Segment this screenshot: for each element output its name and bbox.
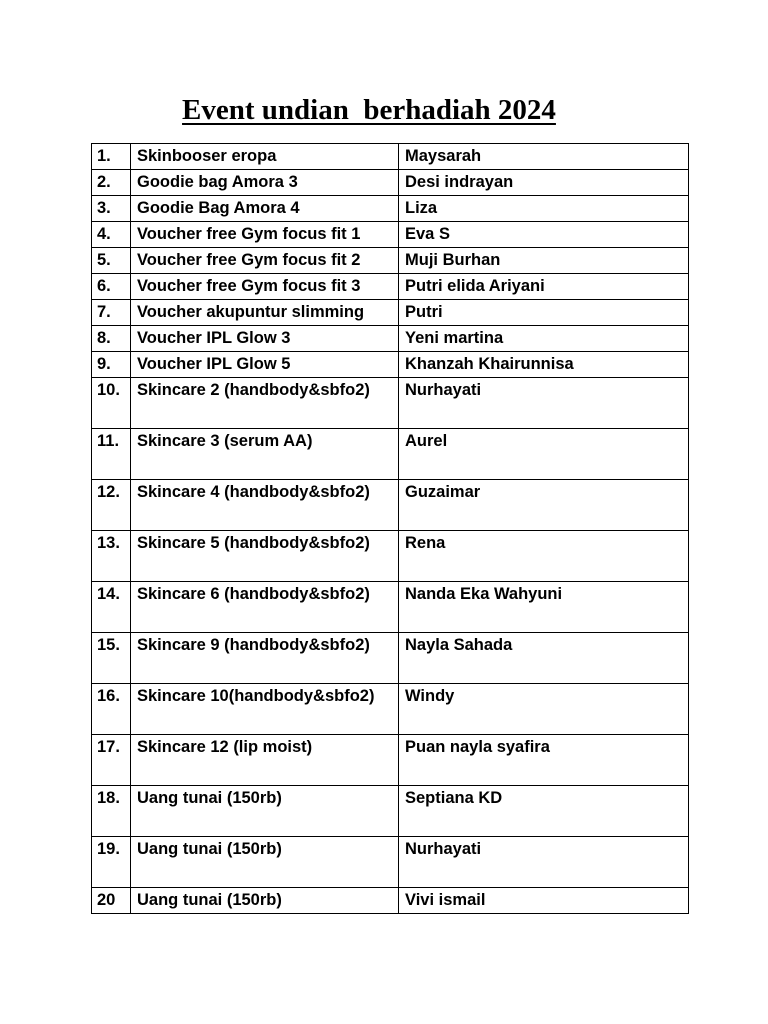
row-number-cell bbox=[92, 837, 131, 888]
winner-cell: Nanda Eka Wahyuni bbox=[399, 582, 689, 633]
table-row bbox=[92, 429, 689, 480]
row-number-cell bbox=[92, 888, 131, 914]
winner-cell: Putri elida Ariyani bbox=[399, 274, 689, 300]
row-number-cell bbox=[92, 196, 131, 222]
row-number-cell bbox=[92, 326, 131, 352]
table-row bbox=[92, 196, 689, 222]
prize-cell: Voucher free Gym focus fit 1 bbox=[131, 222, 399, 248]
row-number: 9. bbox=[97, 355, 111, 373]
row-number-cell bbox=[92, 352, 131, 378]
table-row bbox=[92, 633, 689, 684]
table-row bbox=[92, 326, 689, 352]
winner-cell: Muji Burhan bbox=[399, 248, 689, 274]
prize-cell: Voucher IPL Glow 5 bbox=[131, 352, 399, 378]
table-row bbox=[92, 378, 689, 429]
row-number-cell bbox=[92, 531, 131, 582]
prize-cell: Skinbooser eropa bbox=[131, 144, 399, 170]
winner-cell: Windy bbox=[399, 684, 689, 735]
row-number: 18. bbox=[97, 789, 120, 807]
document-title: Event undian berhadiah 2024 bbox=[182, 94, 556, 126]
row-number: 16. bbox=[97, 687, 120, 705]
row-number-cell bbox=[92, 786, 131, 837]
table-row bbox=[92, 248, 689, 274]
row-number: 7. bbox=[97, 303, 111, 321]
prize-cell: Skincare 10(handbody&sbfo2) bbox=[131, 684, 399, 735]
row-number: 2. bbox=[97, 173, 111, 191]
table-row bbox=[92, 735, 689, 786]
row-number-cell bbox=[92, 480, 131, 531]
prize-cell: Voucher free Gym focus fit 2 bbox=[131, 248, 399, 274]
prize-cell: Skincare 5 (handbody&sbfo2) bbox=[131, 531, 399, 582]
winner-cell: Septiana KD bbox=[399, 786, 689, 837]
row-number: 1. bbox=[97, 147, 111, 165]
table-row bbox=[92, 352, 689, 378]
prize-winners-table bbox=[91, 143, 689, 914]
prize-cell: Skincare 4 (handbody&sbfo2) bbox=[131, 480, 399, 531]
winner-cell: Putri bbox=[399, 300, 689, 326]
prize-cell: Skincare 12 (lip moist) bbox=[131, 735, 399, 786]
row-number-cell bbox=[92, 633, 131, 684]
row-number-cell bbox=[92, 300, 131, 326]
table-row bbox=[92, 170, 689, 196]
table-row bbox=[92, 684, 689, 735]
row-number: 13. bbox=[97, 534, 120, 552]
row-number: 17. bbox=[97, 738, 120, 756]
row-number-cell bbox=[92, 429, 131, 480]
winner-cell: Maysarah bbox=[399, 144, 689, 170]
table-row bbox=[92, 300, 689, 326]
row-number-cell bbox=[92, 144, 131, 170]
prize-cell: Uang tunai (150rb) bbox=[131, 837, 399, 888]
table-body bbox=[92, 144, 689, 914]
prize-cell: Goodie Bag Amora 4 bbox=[131, 196, 399, 222]
row-number: 6. bbox=[97, 277, 111, 295]
row-number-cell bbox=[92, 582, 131, 633]
winner-cell: Nurhayati bbox=[399, 378, 689, 429]
winner-cell: Yeni martina bbox=[399, 326, 689, 352]
prize-cell: Skincare 9 (handbody&sbfo2) bbox=[131, 633, 399, 684]
prize-cell: Goodie bag Amora 3 bbox=[131, 170, 399, 196]
table-row bbox=[92, 582, 689, 633]
row-number-cell bbox=[92, 735, 131, 786]
winner-cell: Desi indrayan bbox=[399, 170, 689, 196]
row-number: 3. bbox=[97, 199, 111, 217]
row-number: 15. bbox=[97, 636, 120, 654]
table-row bbox=[92, 837, 689, 888]
table-row bbox=[92, 144, 689, 170]
winner-cell: Guzaimar bbox=[399, 480, 689, 531]
row-number: 5. bbox=[97, 251, 111, 269]
row-number-cell bbox=[92, 222, 131, 248]
table-row bbox=[92, 888, 689, 914]
winner-cell: Liza bbox=[399, 196, 689, 222]
row-number-cell bbox=[92, 684, 131, 735]
table-row bbox=[92, 274, 689, 300]
prize-cell: Skincare 3 (serum AA) bbox=[131, 429, 399, 480]
table-row bbox=[92, 531, 689, 582]
prize-cell: Uang tunai (150rb) bbox=[131, 888, 399, 914]
row-number-cell bbox=[92, 378, 131, 429]
row-number: 12. bbox=[97, 483, 120, 501]
row-number: 10. bbox=[97, 381, 120, 399]
winner-cell: Nayla Sahada bbox=[399, 633, 689, 684]
prize-cell: Voucher free Gym focus fit 3 bbox=[131, 274, 399, 300]
winner-cell: Vivi ismail bbox=[399, 888, 689, 914]
row-number-cell bbox=[92, 170, 131, 196]
winner-cell: Nurhayati bbox=[399, 837, 689, 888]
table-row bbox=[92, 480, 689, 531]
prize-cell: Voucher IPL Glow 3 bbox=[131, 326, 399, 352]
table-row bbox=[92, 222, 689, 248]
winner-cell: Khanzah Khairunnisa bbox=[399, 352, 689, 378]
prize-cell: Skincare 6 (handbody&sbfo2) bbox=[131, 582, 399, 633]
row-number: 14. bbox=[97, 585, 120, 603]
prize-cell: Uang tunai (150rb) bbox=[131, 786, 399, 837]
row-number-cell bbox=[92, 274, 131, 300]
prize-cell: Voucher akupuntur slimming bbox=[131, 300, 399, 326]
table-row bbox=[92, 786, 689, 837]
row-number: 20 bbox=[97, 891, 116, 909]
winner-cell: Eva S bbox=[399, 222, 689, 248]
row-number-cell bbox=[92, 248, 131, 274]
row-number: 19. bbox=[97, 840, 120, 858]
row-number: 11. bbox=[97, 432, 120, 450]
winner-cell: Aurel bbox=[399, 429, 689, 480]
prize-cell: Skincare 2 (handbody&sbfo2) bbox=[131, 378, 399, 429]
row-number: 8. bbox=[97, 329, 111, 347]
row-number: 4. bbox=[97, 225, 111, 243]
winner-cell: Puan nayla syafira bbox=[399, 735, 689, 786]
winner-cell: Rena bbox=[399, 531, 689, 582]
